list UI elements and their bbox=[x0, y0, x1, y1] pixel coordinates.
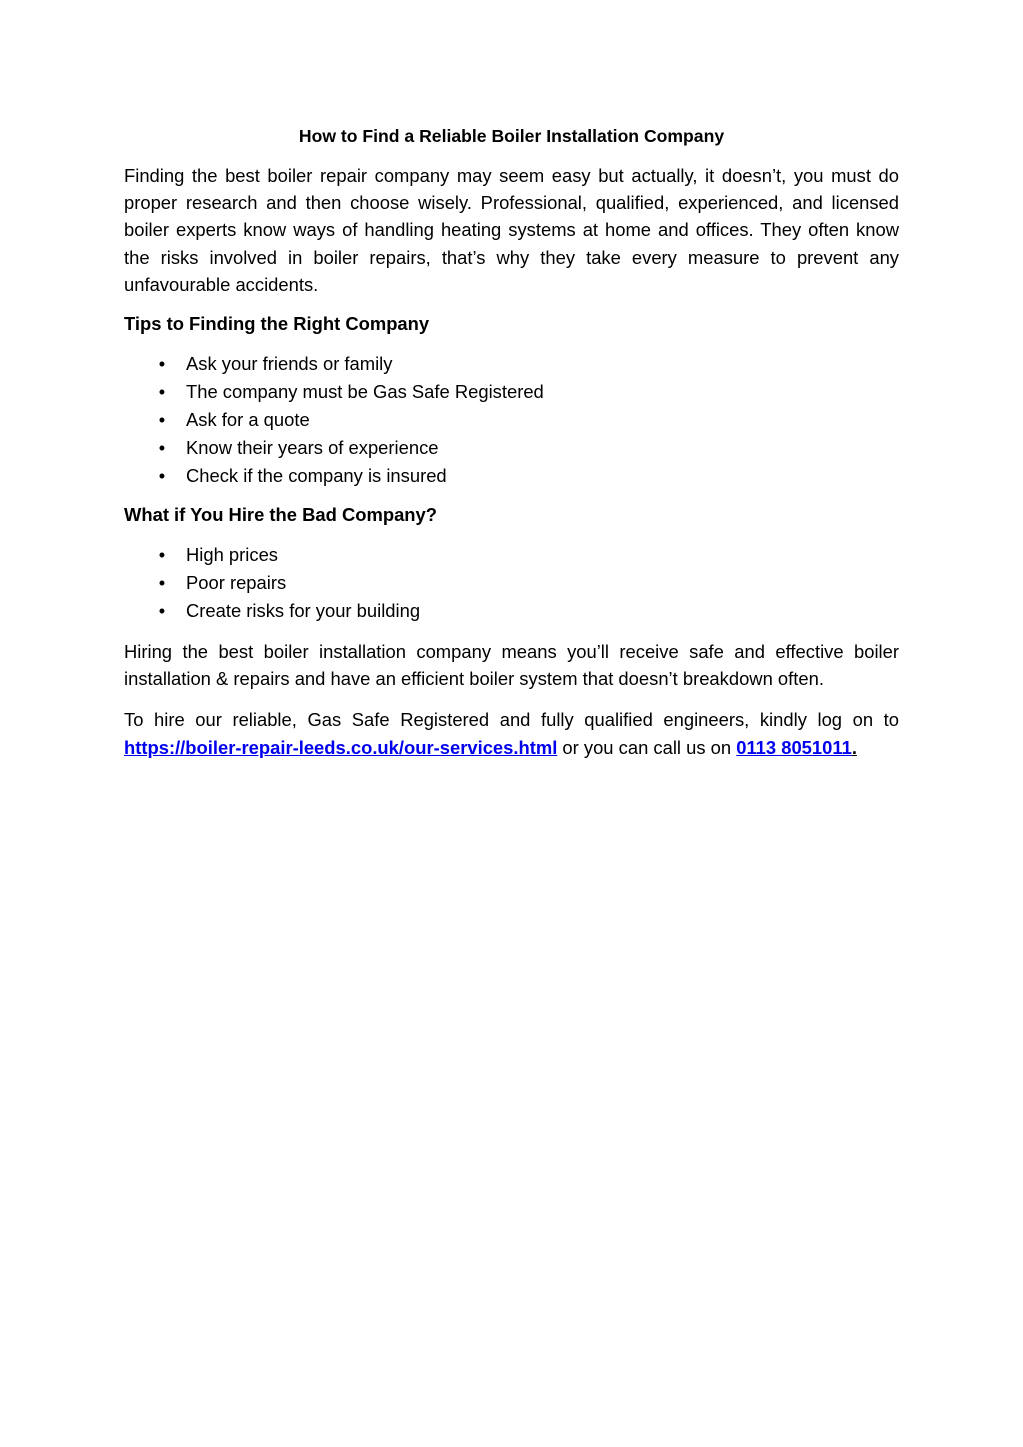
tips-heading: Tips to Finding the Right Company bbox=[124, 313, 430, 335]
list-item-text: Ask your friends or family bbox=[186, 353, 393, 375]
bullet-icon: • bbox=[158, 353, 166, 375]
bad-company-list bbox=[124, 541, 899, 625]
document-title: How to Find a Reliable Boiler Installation Company bbox=[298, 126, 725, 146]
bullet-icon: • bbox=[158, 381, 166, 403]
list-item bbox=[124, 378, 899, 406]
list-item-text: Check if the company is insured bbox=[186, 465, 447, 487]
bullet-icon: • bbox=[158, 437, 166, 459]
list-item-text: Know their years of experience bbox=[186, 437, 439, 459]
list-item-text: The company must be Gas Safe Registered bbox=[186, 381, 544, 403]
intro-paragraph: Finding the best boiler repair company may seem easy but actually, it doesn’t, you must do proper research and then choose wisely. Professional, qualified, experienced, and licensed boiler experts know ways of handling heating systems at home and offices. They often know the risks involved in boiler repairs, that’s why they take every measure to prevent any unfavourable accidents. bbox=[124, 165, 899, 295]
document-page bbox=[124, 124, 899, 775]
list-item-text: High prices bbox=[186, 544, 278, 566]
bullet-icon: • bbox=[158, 544, 166, 566]
list-item bbox=[124, 406, 899, 434]
tips-list bbox=[124, 350, 899, 490]
bullet-icon: • bbox=[158, 572, 166, 594]
contact-lead-text: To hire our reliable, Gas Safe Registered and fully qualified engineers, kindly log on to bbox=[124, 709, 899, 731]
list-item bbox=[124, 569, 899, 597]
list-item bbox=[124, 541, 899, 569]
contact-middle-text: or you can call us on bbox=[557, 736, 737, 758]
list-item-text: Create risks for your building bbox=[186, 600, 421, 622]
hiring-paragraph: Hiring the best boiler installation company means you’ll receive safe and effective boiler installation & repairs and have an efficient boiler system that doesn’t breakdown often. bbox=[124, 641, 899, 690]
bad-company-heading: What if You Hire the Bad Company? bbox=[124, 504, 437, 526]
contact-paragraph bbox=[124, 706, 899, 760]
bullet-icon: • bbox=[158, 409, 166, 431]
bullet-icon: • bbox=[158, 465, 166, 487]
list-item-text: Poor repairs bbox=[186, 572, 287, 594]
bullet-icon: • bbox=[158, 600, 166, 622]
phone-link[interactable]: 0113 8051011 bbox=[736, 736, 852, 758]
list-item bbox=[124, 597, 899, 625]
contact-end-text: . bbox=[851, 736, 857, 758]
list-item-text: Ask for a quote bbox=[186, 409, 310, 431]
list-item bbox=[124, 350, 899, 378]
list-item bbox=[124, 434, 899, 462]
list-item bbox=[124, 462, 899, 490]
services-link[interactable]: https://boiler-repair-leeds.co.uk/our-services.html bbox=[124, 736, 558, 758]
